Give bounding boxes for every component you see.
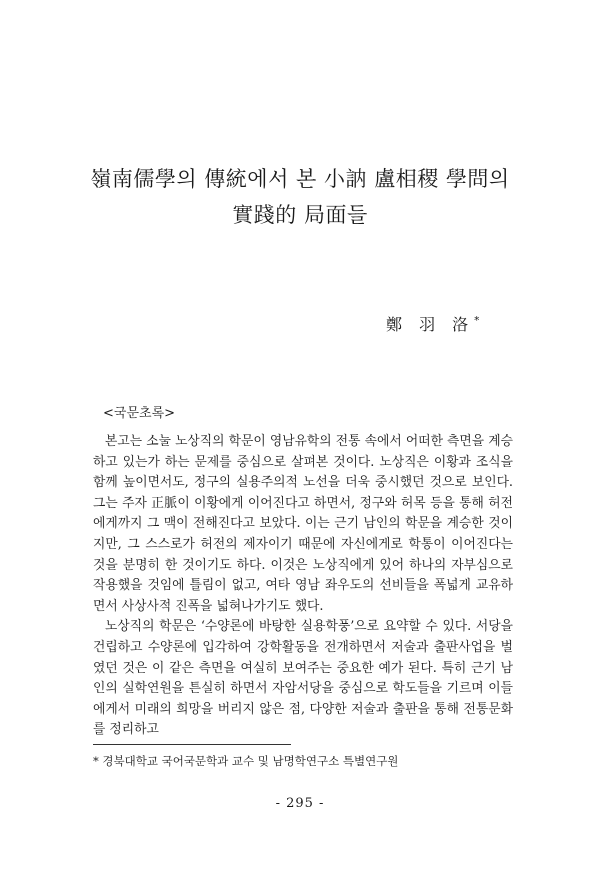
author-name-text: 鄭 羽 洛 — [386, 315, 475, 334]
abstract-paragraph-1: 본고는 소눌 노상직의 학문이 영남유학의 전통 속에서 어떠한 측면을 계승하고 있는가 하는 문제를 중심으로 살펴본 것이다. 노상직은 이황과 조식을 함께 높이면서도, 정구의 실용주의적 노선을 더욱 중시했던 것으로 보인다. 그는 주자 正脈이 이황에게 이어진다고 하면서, 정구와 허목 등을 통해 허전에게까지 그 맥이 전해진다고 보았다. 이는 근기 남인의 학문을 계승한 것이지만, 그 스스로가 허전의 제자이기 때문에 자신에게로 학통이 이어진다는 것을 분명히 한 것이기도 하다. 이것은 노상직에게 있어 하나의 자부심으로 작용했을 것임에 틀림이 없고, 여타 영남 좌우도의 선비들을 폭넓게 교유하면서 사상사적 진폭을 넓혀나가기도 했다. — [93, 434, 513, 614]
footnote: * 경북대학교 국어국문학과 교수 및 남명학연구소 특별연구원 — [93, 754, 399, 768]
page-number: - 295 - — [275, 796, 325, 811]
abstract-paragraph-2: 노상직의 학문은 ‘수양론에 바탕한 실용학풍’으로 요약할 수 있다. 서당을 건립하고 수양론에 입각하여 강학활동을 전개하면서 저술과 출판사업을 벌였던 것은 이 같은 측면을 여실히 보여주는 중요한 예가 된다. 특히 근기 남인의 실학연원을 튼실히 하면서 자암서당을 중심으로 학도들을 기르며 이들에게서 미래의 희망을 버리지 않은 점, 다양한 저술과 출판을 통해 전통문화를 정리하고 — [93, 619, 513, 738]
paper-title-line-1: 嶺南儒學의 傳統에서 본 小訥 盧相稷 學問의 — [90, 167, 510, 191]
abstract-body — [93, 432, 513, 741]
footnote-divider — [93, 744, 291, 745]
abstract-heading: <국문초록> — [103, 406, 176, 421]
author-footnote-mark: * — [474, 315, 480, 327]
author-name — [386, 312, 479, 335]
paper-title-line-2: 實踐的 局面들 — [232, 203, 368, 227]
